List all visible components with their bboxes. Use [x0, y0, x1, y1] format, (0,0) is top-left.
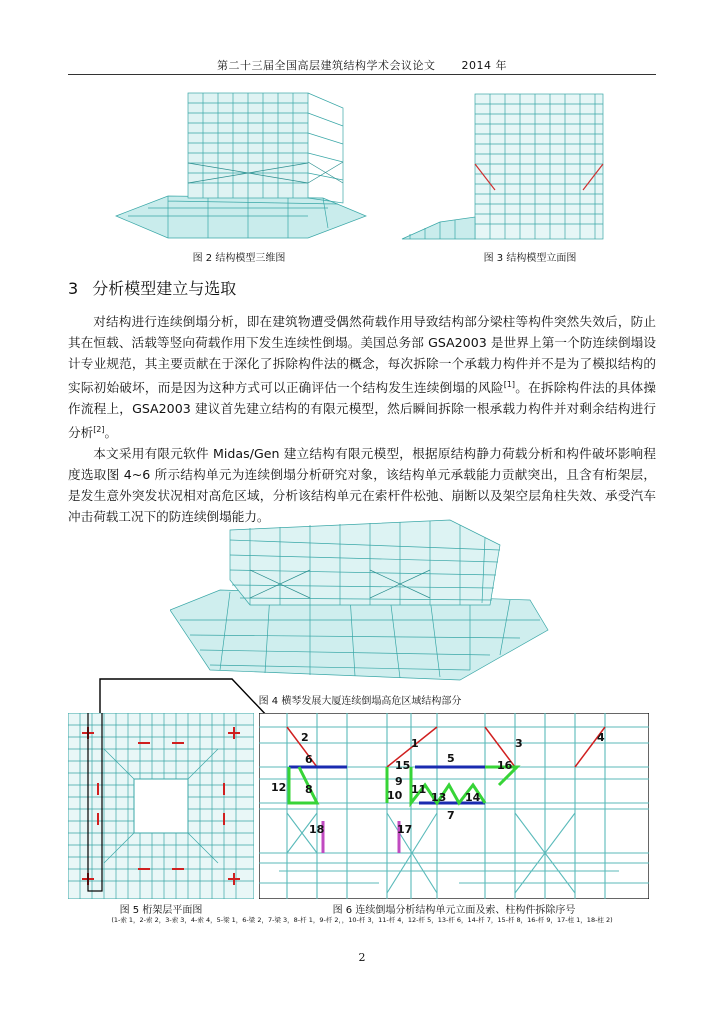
header-year: 2014 年	[461, 59, 507, 72]
section-heading	[68, 276, 236, 299]
figure-6-analysis-unit-elevation	[259, 713, 649, 899]
conference-title: 第二十三届全国高层建筑结构学术会议论文	[217, 59, 436, 72]
citation-2[interactable]: [2]	[93, 425, 105, 435]
figure-5-caption: 图 5 桁架层平面图	[119, 905, 203, 916]
header-rule	[68, 74, 656, 75]
figure-3-caption: 图 3 结构模型立面图	[483, 253, 577, 264]
label-7: 7	[447, 809, 455, 822]
figure-4-caption: 图 4 横琴发展大厦连续倒塌高危区域结构部分	[258, 696, 462, 707]
label-14: 14	[465, 791, 481, 804]
figure-2-structure-3d-model	[108, 88, 370, 248]
figure-6-caption: 图 6 连续倒塌分析结构单元立面及索、柱构件拆除序号	[332, 905, 576, 916]
figure-6-note: (1-索 1，2-索 2，3-索 3，4-索 4，5-梁 1，6-梁 2，7-梁 3，8-杆 1，9-杆 2，，10-杆 3，11-杆 4，12-杆 5，13-杆 6，14-杆 7，15-杆 8，16-杆 9，17-柱 1，18-柱 2)	[111, 916, 613, 924]
label-10: 10	[387, 789, 403, 802]
figure-4-high-risk-region-model	[170, 510, 550, 688]
label-5: 5	[447, 752, 455, 765]
label-16: 16	[497, 759, 513, 772]
label-13: 13	[431, 791, 447, 804]
page-number: 2	[358, 951, 366, 964]
label-2: 2	[301, 731, 309, 744]
section-number: 3	[68, 279, 79, 298]
figure-2-caption: 图 2 结构模型三维图	[192, 253, 286, 264]
label-11: 11	[411, 783, 427, 796]
label-15: 15	[395, 759, 411, 772]
running-header	[0, 57, 724, 73]
label-9: 9	[395, 775, 403, 788]
label-8: 8	[305, 783, 313, 796]
citation-1[interactable]: [1]	[503, 380, 516, 389]
figure-3-structure-elevation	[400, 92, 616, 242]
label-1: 1	[411, 737, 419, 750]
paragraph-1: 对结构进行连续倒塌分析，即在建筑物遭受偶然荷载作用导致结构部分梁柱等构件突然失效后，防止其在恒载、活载等竖向荷载作用下发生连续性倒塌。美国总务部 GSA2003 是世界上第一个防连续倒塌设计专业规范，其主要贡献在于深化了拆除构件法的概念，每次拆除一个承载力构件并不是为了模拟结构的实际初始破坏，而是因为这种方式可以正确评估一个结构发生连续倒塌的风险[1]。在拆除构件法的具体操作流程上，GSA2003 建议首先建立结构的有限元模型，然后瞬间拆除一根承载力构件并对剩余结构进行分析[2]。	[68, 314, 657, 441]
label-18: 18	[309, 823, 325, 836]
label-6: 6	[305, 753, 313, 766]
label-12: 12	[271, 781, 287, 794]
paragraph-2: 本文采用有限元软件 Midas/Gen 建立结构有限元模型，根据原结构静力荷载分析和构件破坏影响程度选取图 4~6 所示结构单元为连续倒塌分析研究对象，该结构单元承载能力贡献突出，且含有桁架层，是发生意外突发状况相对高危区域，分析该结构单元在索杆件松弛、崩断以及架空层角柱失效、承受汽车冲击荷载工况下的防连续倒塌能力。	[68, 446, 656, 525]
body-text	[68, 311, 656, 527]
label-17: 17	[397, 823, 413, 836]
label-3: 3	[515, 737, 523, 750]
section-title: 分析模型建立与选取	[92, 279, 237, 298]
figure-5-truss-floor-plan	[68, 713, 254, 899]
label-4: 4	[597, 731, 605, 744]
